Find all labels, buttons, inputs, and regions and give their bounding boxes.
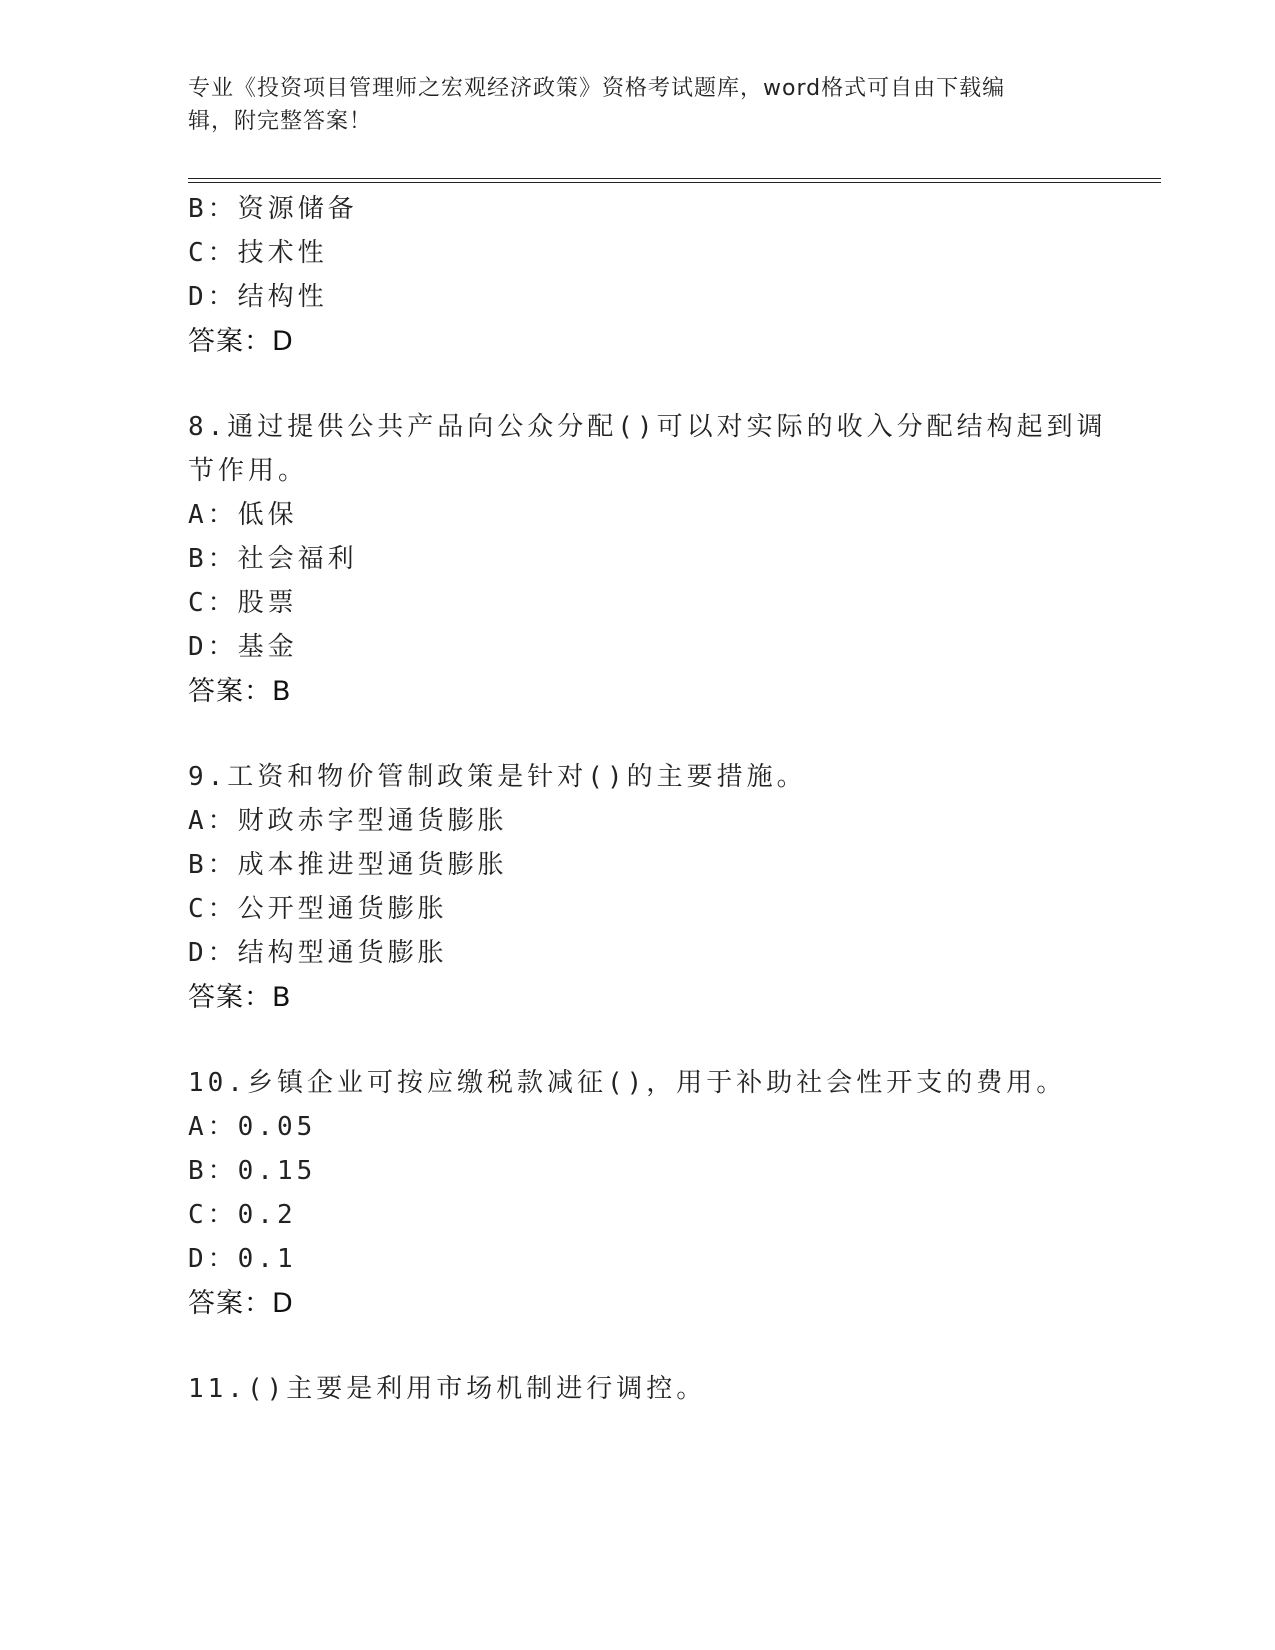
q11-stem: 11.()主要是利用市场机制进行调控。	[188, 1374, 707, 1404]
q9-option-a: A：财政赤字型通货膨胀	[188, 806, 508, 836]
q9-answer: 答案：B	[188, 982, 292, 1013]
q9-option-c: C：公开型通货膨胀	[188, 894, 448, 924]
q9-stem: 9.工资和物价管制政策是针对()的主要措施。	[188, 762, 807, 792]
q7-answer: 答案：D	[188, 326, 294, 357]
q9-option-b: B：成本推进型通货膨胀	[188, 850, 508, 880]
header-line-1: 专业《投资项目管理师之宏观经济政策》资格考试题库，word格式可自由下载编	[188, 76, 1006, 101]
q8-option-b: B：社会福利	[188, 544, 358, 574]
q9-option-d: D：结构型通货膨胀	[188, 938, 448, 968]
header-divider-bottom	[188, 182, 1161, 183]
q10-option-a: A：0.05	[188, 1112, 317, 1142]
q7-option-d: D：结构性	[188, 282, 328, 312]
document-header	[188, 72, 1068, 138]
q10-answer: 答案：D	[188, 1288, 294, 1319]
q8-stem-line-2: 节作用。	[188, 456, 309, 486]
q10-option-b: B：0.15	[188, 1156, 317, 1186]
q8-option-d: D：基金	[188, 632, 298, 662]
q8-option-c: C：股票	[188, 588, 298, 618]
q10-stem: 10.乡镇企业可按应缴税款减征()，用于补助社会性开支的费用。	[188, 1068, 1067, 1098]
q7-option-b: B：资源储备	[188, 194, 358, 224]
q8-answer: 答案：B	[188, 676, 292, 707]
q7-option-c: C：技术性	[188, 238, 328, 268]
header-divider-top	[188, 178, 1161, 179]
q8-stem-line-1: 8.通过提供公共产品向公众分配()可以对实际的收入分配结构起到调	[188, 412, 1107, 442]
q8-option-a: A：低保	[188, 500, 298, 530]
q10-option-c: C：0.2	[188, 1200, 297, 1230]
header-line-2: 辑，附完整答案！	[188, 109, 373, 134]
q10-option-d: D：0.1	[188, 1244, 297, 1274]
